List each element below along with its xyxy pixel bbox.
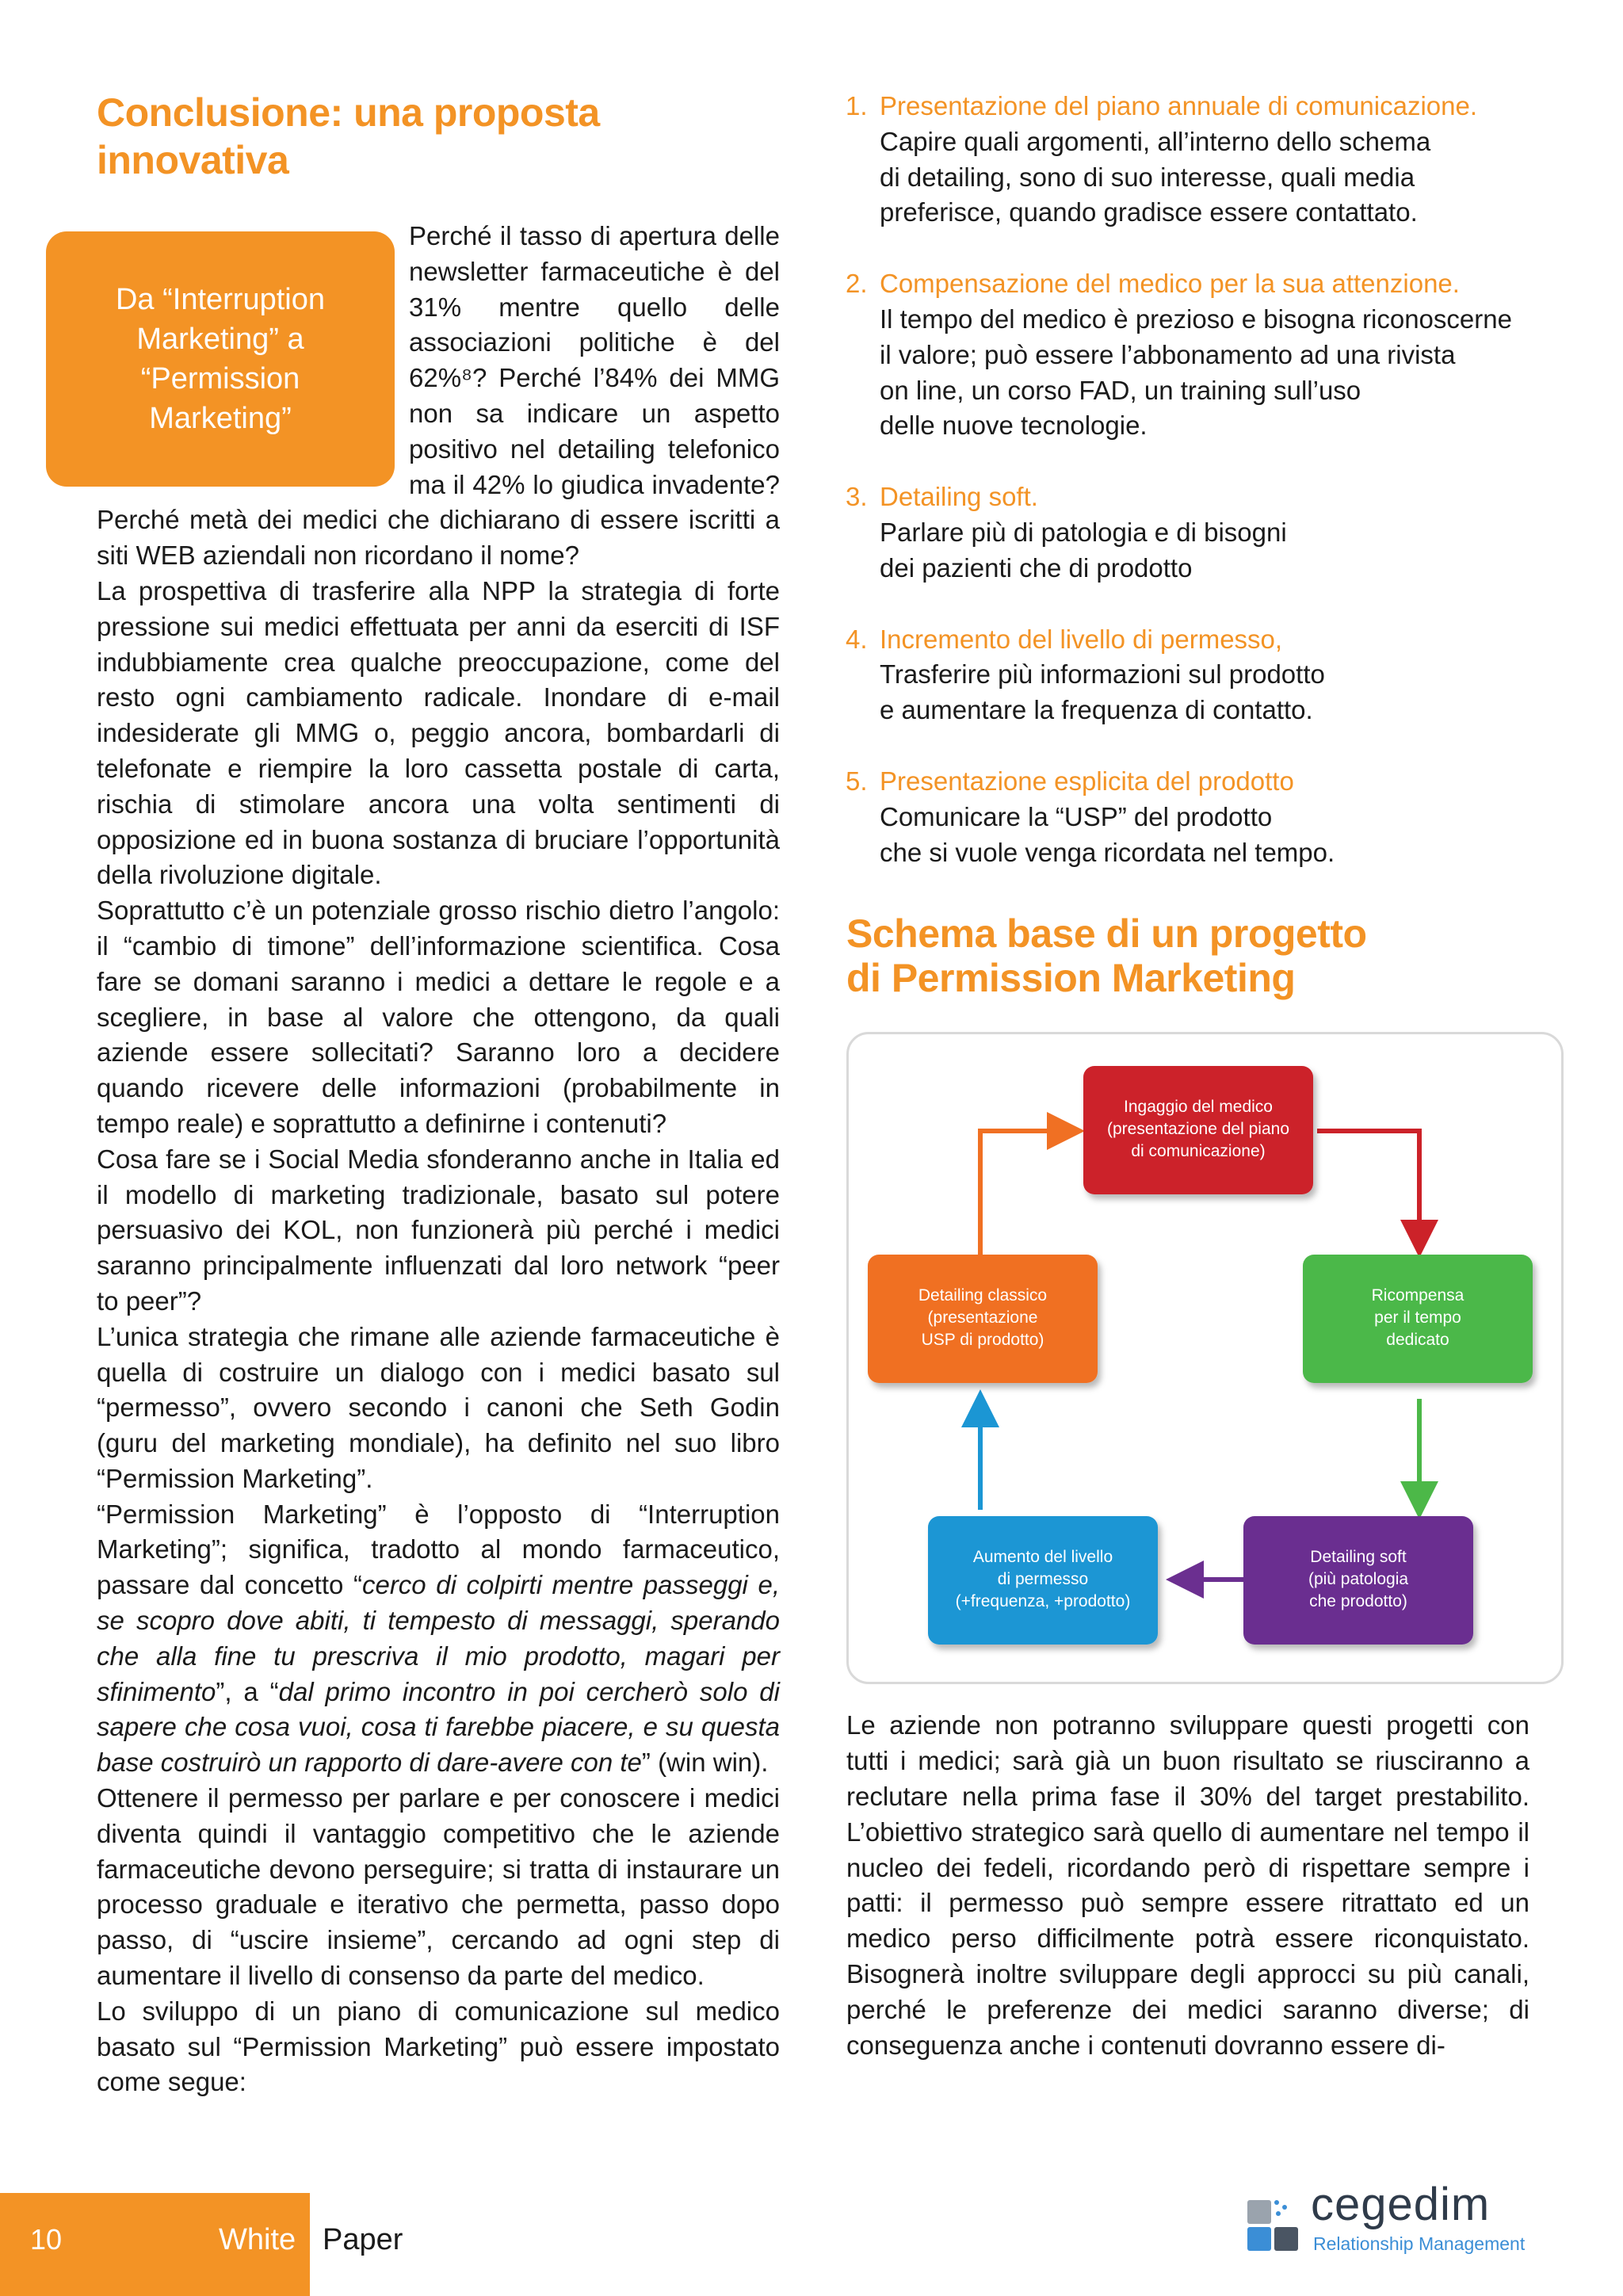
cegedim-logo-subtitle: Relationship Management [1313,2233,1526,2254]
permission-definition-paragraph: “Permission Marketing” è l’opposto di “Interruption Marketing”; significa, tradotto al mondo farmaceutico, passare dal concetto “cerco di colpirti mentre passeggi e, se scopro dove abiti, ti tempesto di messaggi, sperando che alla fine tu prescriva il mio prodotto, magari per sfinimento”, a “dal primo incontro in poi cercherò solo di sapere che cosa vuoi, cosa ti farebbe piacere, e su questa base costruirò un rapporto di dare-avere con te” (win win). [97,1499,781,1778]
list-item: 1. Presentazione del piano annuale di comunicazione. Capire quali argomenti, all’interno dello schema di detailing, sono di suo interesse, quali media preferisce, quando gradisce essere contattato. [846,89,1534,231]
step-title: Incremento del livello di permesso, [880,624,1283,654]
plan-intro-paragraph: Lo sviluppo di un piano di comunicazione sul medico basato sul “Permission Marketing” può essere impostato come segue: [97,1996,780,2097]
node-reward-line1: Ricompensa [1371,1286,1465,1305]
step-description: Trasferire più informazioni sul prodotto e aumentare la frequenza di contatto. [880,659,1325,725]
step-title: Detailing soft. [880,482,1038,512]
step-title: Presentazione esplicita del prodotto [880,766,1294,796]
node-reward-line2: per il tempo [1374,1308,1461,1328]
node-engagement-line1: Ingaggio del medico [1124,1098,1273,1117]
arrow-left-to-top [980,1131,1075,1256]
conclusion-title: Conclusione: una proposta innovativa [97,90,600,182]
node-classic-line2: (presentazione [927,1308,1038,1328]
step-description: Comunicare la “USP” del prodotto che si vuole venga ricordata nel tempo. [880,801,1335,867]
node-classic-line1: Detailing classico [918,1286,1048,1305]
competitive-advantage-paragraph: Ottenere il permesso per parlare e per conoscere i medici diventa quindi il vantaggio competitivo che le aziende farmaceutiche devono perseguire; si tratta di instaurare un processo graduale e iterativo che permetta, passo dopo passo, di “uscire insieme”, cercando ad ogni step di aumentare il livello di consenso da parte del medico. [97,1783,780,1991]
step-description: Parlare più di patologia e di bisogni dei pazienti che di prodotto [880,517,1287,583]
list-item: 3. Detailing soft. Parlare più di patologia e di bisogni dei pazienti che di prodotto [846,479,1534,586]
node-permission-line1: Aumento del livello [972,1548,1113,1567]
conclusion-body [97,219,780,2100]
node-engagement-line3: di comunicazione) [1131,1142,1266,1161]
footer-paper-label: Paper [323,2223,403,2256]
node-classic-line3: USP di prodotto) [921,1331,1044,1350]
list-item: 2. Compensazione del medico per la sua attenzione. Il tempo del medico è prezioso e bisogna riconoscerne il valore; può essere l’abbonamento ad una rivista on line, un corso FAD, un training sull’uso delle nuove tecnologie. [846,266,1534,444]
left-column [97,89,780,2100]
footer-white-label: White [219,2223,296,2256]
risk-paragraph: Soprattutto c’è un potenziale grosso rischio dietro l’angolo: il “cambio di timone” dell’informazione scientifica. Cosa fare se domani saranno i medici a dettare le regole e a scegliere, in base al valore che ottengono, da quali aziende essere sollecitati? Saranno loro a decidere quando ricevere delle informazioni (probabilmente in tempo reale) e soprattutto a definirne i contenuti? [97,896,780,1138]
intro-paragraph: Perché il tasso di apertura delle newsletter farmaceutiche è del 31% mentre quello delle associazioni politiche è del 62%⁸? Perché l’84% dei MMG non sa indicare un aspetto positivo nel detailing telefonico ma il 42% lo giudica invadente? Perché metà dei medici che dichiarano di essere iscritti a siti WEB aziendali non ricordano il nome? [97,221,780,571]
permission-marketing-diagram [846,1032,1564,1684]
schema-title: Schema base di un progetto di Permission Marketing [846,911,1367,1001]
page-number: 10 [30,2223,63,2256]
right-column [846,89,1534,2063]
node-reward-line3: dedicato [1386,1331,1449,1350]
interruption-permission-callout: Da “Interruption Marketing” a “Permission Marketing” [46,231,395,487]
npp-paragraph: La prospettiva di trasferire alla NPP la strategia di forte pressione sui medici effettuata per anni da eserciti di ISF indubbiamente crea qualche preoccupazione, come del resto ogni cambiamento radicale. Inondare di e-mail indesiderate gli MMG o, peggio ancora, bombardarli di telefonate e riempire la loro cassetta postale di carta, rischia di stimolare ancora una volta sentimenti di opposizione ed in buona sostanza di bruciare l’opportunità della rivoluzione digitale. [97,575,780,890]
node-detailing-soft-line1: Detailing soft [1310,1548,1407,1567]
step-description: Capire quali argomenti, all’interno dello schema di detailing, sono di suo interesse, quali media preferisce, quando gradisce essere contattato. [880,126,1431,227]
cegedim-logo-name: cegedim [1311,2179,1491,2230]
list-item: 5. Presentazione esplicita del prodotto Comunicare la “USP” del prodotto che si vuole venga ricordata nel tempo. [846,764,1534,870]
diagram-svg [849,1034,1566,1687]
node-permission-line3: (+frequenza, +prodotto) [955,1592,1131,1611]
node-detailing-soft-line3: che prodotto) [1309,1592,1407,1611]
node-permission-line2: di permesso [997,1570,1089,1589]
step-title: Presentazione del piano annuale di comunicazione. [880,91,1478,120]
strategy-paragraph: L’unica strategia che rimane alle aziende farmaceutiche è quella di costruire un dialogo con i medici basato sul “permesso”, ovvero secondo i canoni che Seth Godin (guru del marketing mondiale), ha definito nel suo libro “Permission Marketing”. [97,1321,780,1493]
cegedim-logo-icon [1247,2200,1303,2256]
cegedim-logo [1247,2178,1549,2254]
step-description: Il tempo del medico è prezioso e bisogna riconoscerne il valore; può essere l’abbonamento ad una rivista on line, un corso FAD, un training sull’uso delle nuove tecnologie. [880,304,1512,441]
plan-steps-list [846,89,1534,870]
arrow-top-to-right [1317,1131,1419,1248]
social-media-paragraph: Cosa fare se i Social Media sfonderanno anche in Italia ed il modello di marketing tradizionale, basato sul potere persuasivo dei KOL, non funzionerà più perché i medici saranno principalmente influenzati dal loro network “peer to peer”? [97,1144,780,1316]
closing-paragraph: Le aziende non potranno sviluppare questi progetti con tutti i medici; sarà già un buon risultato se riusciranno a reclutare nella prima fase il 30% del target prestabilito. L’obiettivo strategico sarà quello di aumentare nel tempo il nucleo dei fedeli, ricordando però di rispettare sempre i patti: il permesso può sempre essere ritrattato ed un medico perso difficilmente potrà essere riconquistato. Bisognerà inoltre sviluppare degli approcci su più canali, perché le preferenze dei medici saranno diverse; di conseguenza anche i contenuti dovranno essere di- [846,1710,1529,2060]
node-detailing-soft-line2: (più patologia [1308,1570,1409,1589]
list-item: 4. Incremento del livello di permesso, Trasferire più informazioni sul prodotto e aumentare la frequenza di contatto. [846,622,1534,728]
step-title: Compensazione del medico per la sua attenzione. [880,269,1460,299]
node-engagement-line2: (presentazione del piano [1107,1120,1289,1139]
